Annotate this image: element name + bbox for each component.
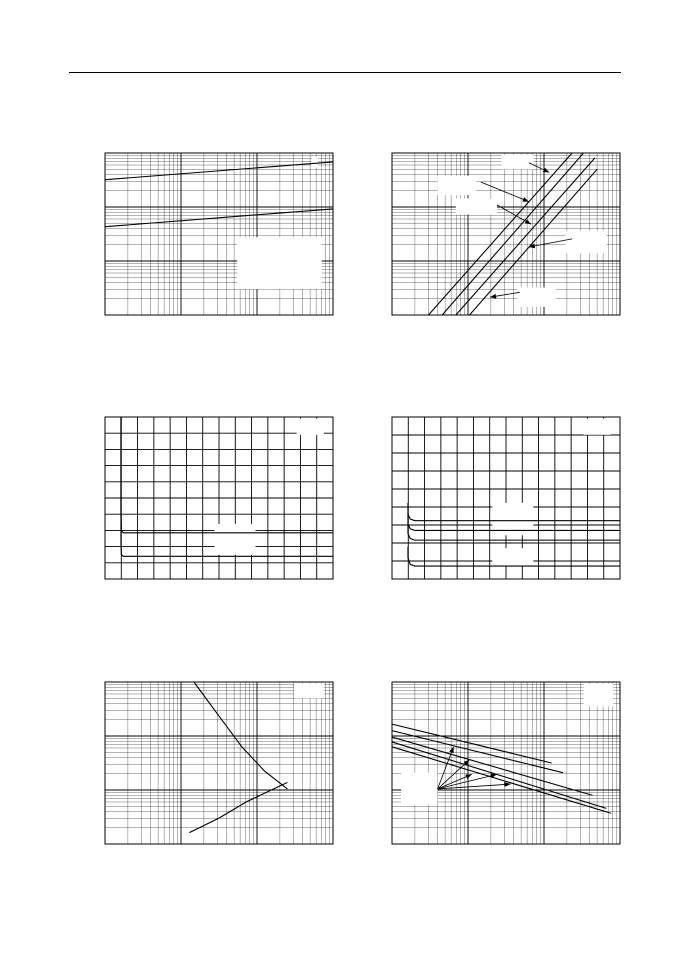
chart-3-svg bbox=[103, 415, 335, 581]
chart-2-svg bbox=[390, 151, 622, 317]
chart-2-panel bbox=[390, 151, 622, 317]
chart-3-panel bbox=[103, 415, 335, 581]
chart-1-label-box-middle-right bbox=[237, 237, 321, 289]
chart-2-label-box-right bbox=[565, 231, 606, 254]
chart-5-svg bbox=[103, 680, 335, 846]
chart-2-label-box-upper-left bbox=[438, 176, 477, 195]
chart-1-panel bbox=[103, 151, 335, 317]
chart-3-label-box-center-right bbox=[214, 524, 255, 555]
chart-4-svg bbox=[390, 415, 622, 581]
chart-4-panel bbox=[390, 415, 622, 581]
chart-6-label-box-left bbox=[401, 773, 437, 805]
chart-5-label-box-top-right bbox=[294, 684, 324, 699]
chart-2-label-box-bottom-center bbox=[517, 287, 556, 306]
header-rule bbox=[69, 72, 621, 73]
chart-6-panel bbox=[390, 680, 622, 846]
chart-1-svg bbox=[103, 151, 335, 317]
chart-5-panel bbox=[103, 680, 335, 846]
chart-6-svg bbox=[390, 680, 622, 846]
chart-4-label-box-lower-center bbox=[492, 548, 533, 566]
chart-2-label-box-top-center bbox=[501, 155, 533, 170]
chart-1-label-box-top-right bbox=[311, 156, 318, 167]
chart-2-label-box-left-center bbox=[456, 198, 497, 214]
chart-3-label-box-top-right bbox=[297, 419, 324, 435]
chart-4-label-box-top-right bbox=[584, 419, 611, 435]
chart-6-label-box-top-right bbox=[584, 684, 614, 707]
chart-5-plot-area bbox=[105, 682, 333, 844]
